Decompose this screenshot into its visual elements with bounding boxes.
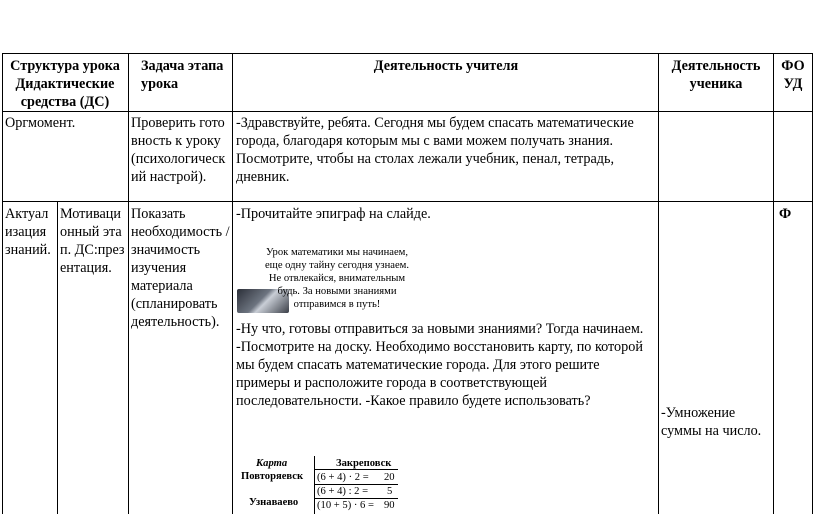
row2-teacher-text: -Ну что, готовы отправиться за новыми знаниями? Тогда начинаем. -Посмотрите на доску. Необходимо восстановить карту, по которой мы будем спасать математические города. Для этого решите примеры и расположите города в соответствующей последовательности. -Какое правило будете использовать?	[236, 321, 644, 409]
col-divider-teacher	[232, 53, 233, 514]
header-task: Задача этапа урока	[141, 58, 224, 92]
table-top-border	[2, 53, 813, 54]
row2-method: Мотивационный этап. ДС:презентация.	[60, 206, 125, 276]
map-column-title: Закреповск	[336, 458, 392, 469]
header-student: Деятельность ученика	[671, 58, 761, 92]
header-teacher: Деятельность учителя	[373, 58, 519, 74]
map-answer-2: 5	[387, 486, 393, 497]
col-divider-task	[128, 53, 129, 514]
map-example-3: (10 + 5) · 6 =	[317, 500, 374, 511]
row2-teacher-intro: -Прочитайте эпиграф на слайде.	[236, 206, 431, 222]
slide-epigraph: Урок математики мы начинаем, еще одну тайну сегодня узнаем. Не отвлекайся, внимательным будь. За новыми знаниями отправимся в путь!	[264, 247, 410, 310]
row2-fo: Ф	[779, 206, 792, 222]
map-answer-3: 90	[384, 500, 395, 511]
row2-task: Показать необходимость /значимость изучения материала (спланировать деятельность).	[131, 206, 230, 330]
map-example-2: (6 + 4) : 2 =	[317, 486, 369, 497]
col-divider-fo	[773, 53, 774, 514]
map-column-divider	[314, 456, 315, 514]
row1-bottom-border	[2, 201, 813, 202]
row2-student: -Умножение суммы на число.	[661, 405, 762, 439]
header-row-border	[2, 111, 813, 112]
header-fo: ФО	[781, 58, 805, 74]
header-ud: УД	[783, 76, 803, 92]
col-divider-inner	[57, 201, 58, 514]
row1-teacher-text: -Здравствуйте, ребята. Сегодня мы будем спасать математические города, благодаря которым мы с вами можем получать знания. Посмотрите, чтобы на столах лежали учебник, пенал, тетрадь, дневник.	[236, 115, 634, 185]
col-divider-student	[658, 53, 659, 514]
map-example-1: (6 + 4) · 2 =	[317, 472, 369, 483]
header-structure: Структура урока Дидактические средства (ДС)	[10, 58, 120, 110]
map-city-1: Повторяевск	[241, 471, 304, 482]
row1-stage: Оргмомент.	[5, 115, 76, 131]
map-city-2: Узнаваево	[249, 497, 299, 508]
row2-stage: Актуализация знаний.	[5, 206, 51, 258]
row1-task: Проверить готовность к уроку (психологический настрой).	[131, 115, 226, 185]
map-answer-1: 20	[384, 472, 395, 483]
map-title: Карта	[256, 458, 288, 469]
table-left-border	[2, 53, 3, 514]
col-divider-ud	[812, 53, 813, 514]
map-column-underline	[314, 469, 398, 470]
